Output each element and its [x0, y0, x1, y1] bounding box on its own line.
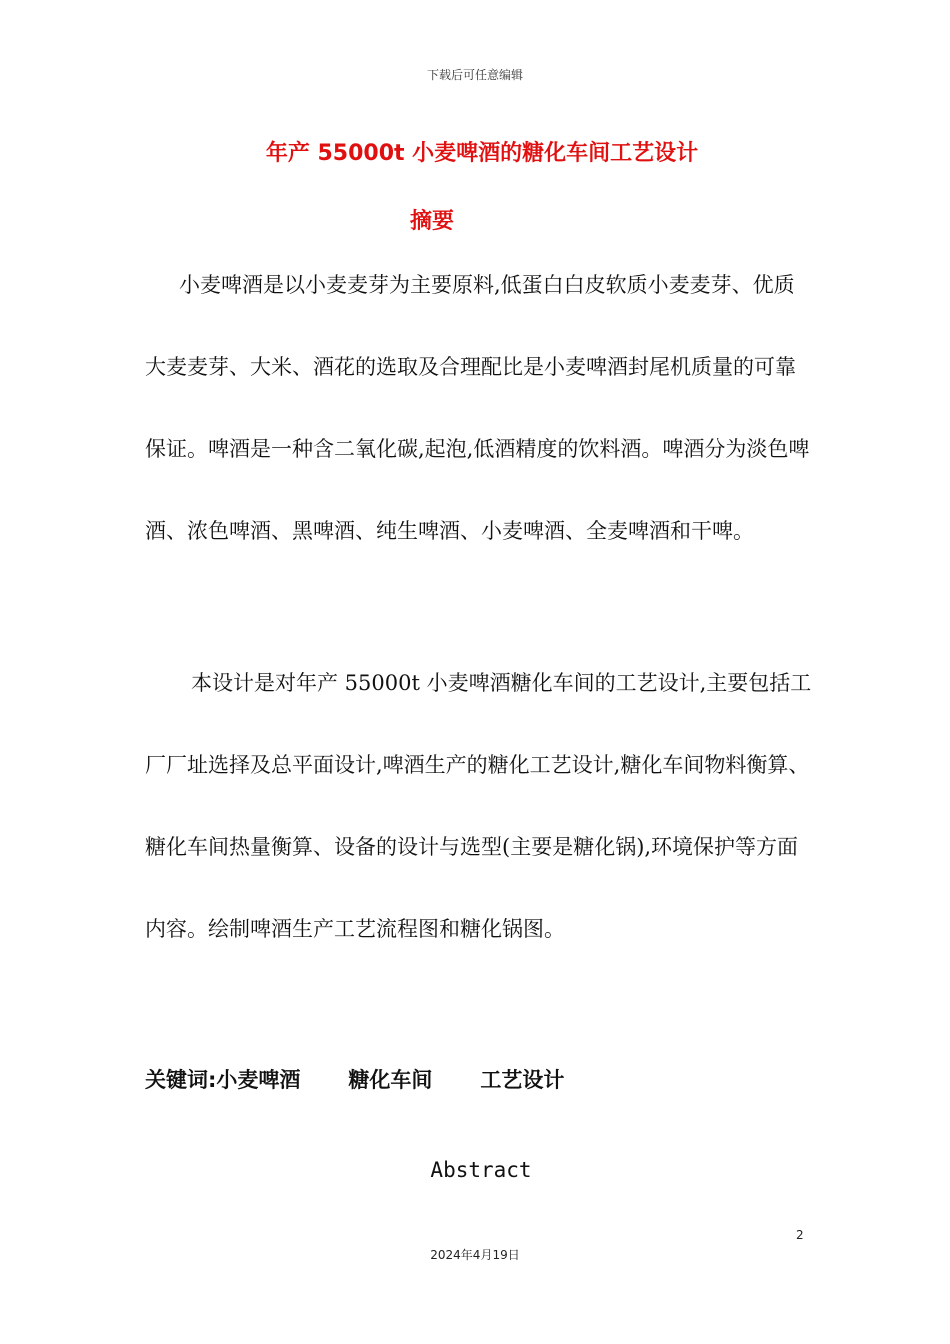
header-note: 下载后可任意编辑 — [426, 68, 523, 82]
keyword-item: 小麦啤酒 — [216, 1068, 301, 1092]
keywords-line — [145, 1064, 564, 1094]
abstract-paragraph-2: 本设计是对年产 55000t 小麦啤酒糖化车间的工艺设计,主要包括工厂厂址选择及总平面设计,啤酒生产的糖化工艺设计,糖化车间物料衡算、糖化车间热量衡算、设备的设计与选型(主要是糖化锅),环境保护等方面内容。绘制啤酒生产工艺流程图和糖化锅图。 — [145, 671, 812, 941]
keyword-item: 工艺设计 — [480, 1068, 565, 1092]
document-title: 年产 55000t 小麦啤酒的糖化车间工艺设计 — [265, 141, 699, 166]
page-number: 2 — [796, 1228, 804, 1242]
keywords-label: 关键词: — [145, 1068, 217, 1092]
abstract-heading: 摘要 — [410, 209, 455, 234]
english-abstract-heading: Abstract — [430, 1158, 532, 1182]
abstract-paragraph-1: 小麦啤酒是以小麦麦芽为主要原料,低蛋白白皮软质小麦麦芽、优质大麦麦芽、大米、酒花的选取及合理配比是小麦啤酒封尾机质量的可靠保证。啤酒是一种含二氧化碳,起泡,低酒精度的饮料酒。啤酒分为淡色啤酒、浓色啤酒、黑啤酒、纯生啤酒、小麦啤酒、全麦啤酒和干啤。 — [145, 273, 810, 543]
keyword-item: 糖化车间 — [348, 1068, 433, 1092]
footer-date: 2024年4月19日 — [430, 1248, 520, 1262]
